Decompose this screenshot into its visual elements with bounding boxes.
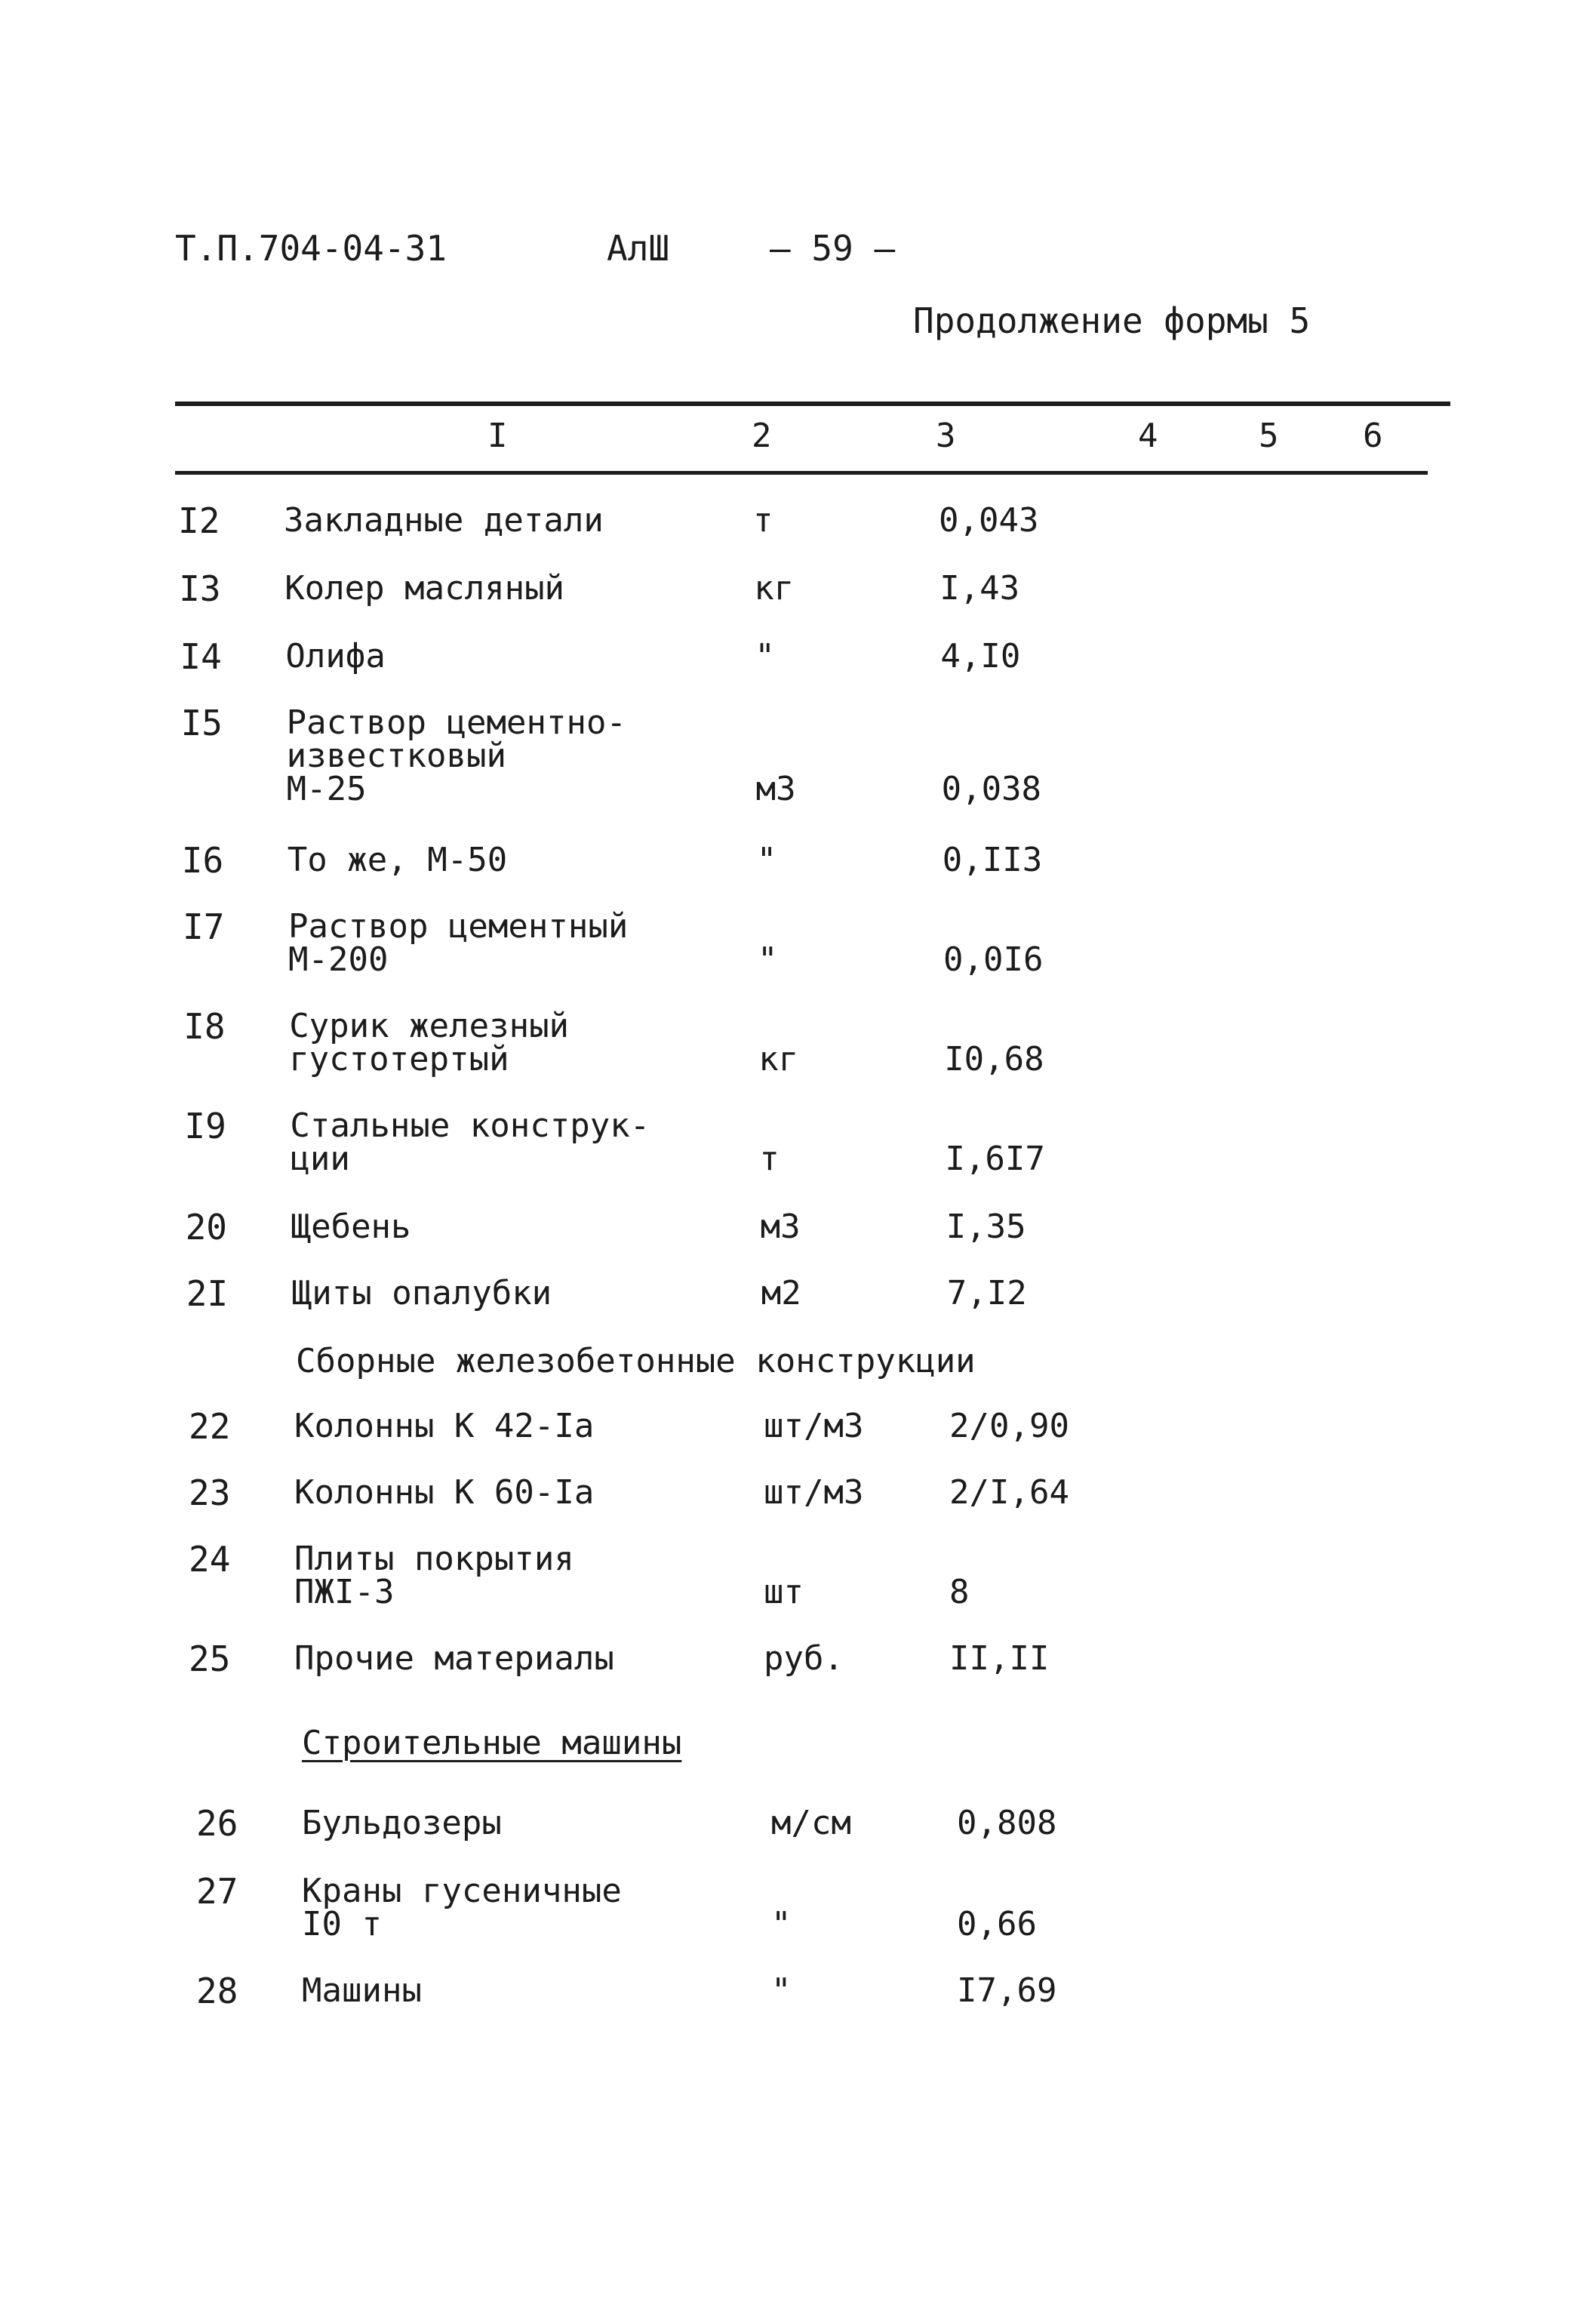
row-quantity: 0,038 <box>941 770 1042 808</box>
row-description: Щиты опалубки <box>291 1274 552 1312</box>
row-unit: м3 <box>760 1208 801 1246</box>
row-unit: " <box>771 1971 792 2010</box>
row-unit: шт/м3 <box>764 1407 864 1445</box>
row-unit: м3 <box>755 770 796 808</box>
row-description: Олифа <box>285 637 386 675</box>
row-quantity: 4,I0 <box>940 637 1021 675</box>
row-number: 2I <box>186 1273 229 1314</box>
row-description: Колонны К 60-Iа <box>294 1473 595 1512</box>
row-description: М-25 <box>286 770 367 808</box>
row-unit: руб. <box>764 1639 844 1678</box>
row-number: I3 <box>179 568 221 609</box>
row-description: ции <box>290 1140 350 1178</box>
row-unit: " <box>771 1905 792 1943</box>
column-header-5: 5 <box>1259 417 1279 455</box>
row-number: 24 <box>189 1539 231 1580</box>
row-description: Стальные конструк- <box>290 1106 650 1145</box>
continuation-title: Продолжение формы 5 <box>913 300 1311 341</box>
row-description: Закладные детали <box>284 501 604 540</box>
row-quantity: 0,II3 <box>942 841 1043 879</box>
row-quantity: II,II <box>949 1639 1050 1678</box>
row-unit: шт/м3 <box>764 1473 864 1512</box>
album-number: АлШ <box>607 228 670 269</box>
row-unit: " <box>755 637 775 675</box>
row-quantity: I,35 <box>946 1208 1026 1246</box>
row-description: Колер масляный <box>284 569 565 608</box>
page-number: — 59 — <box>770 228 896 269</box>
column-header-6: 6 <box>1363 417 1383 455</box>
row-description: Колонны К 42-Iа <box>294 1407 595 1445</box>
row-description: Сурик железный <box>289 1007 570 1045</box>
row-quantity: 7,I2 <box>946 1274 1027 1312</box>
row-description: М-200 <box>288 940 389 979</box>
row-description: Раствор цементный <box>288 907 629 946</box>
row-unit: шт <box>764 1573 804 1611</box>
row-description: ПЖI-3 <box>294 1573 395 1611</box>
row-quantity: 0,66 <box>957 1905 1037 1943</box>
row-number: I9 <box>184 1106 226 1146</box>
row-quantity: 2/I,64 <box>949 1473 1069 1512</box>
row-unit: т <box>759 1140 780 1178</box>
row-unit: м2 <box>761 1274 801 1312</box>
row-number: I6 <box>181 840 224 881</box>
row-quantity: 2/0,90 <box>949 1407 1069 1445</box>
row-quantity: 0,0I6 <box>943 940 1044 979</box>
row-description: Машины <box>302 1971 422 2010</box>
row-quantity: I0,68 <box>944 1040 1044 1078</box>
row-description: известковый <box>286 737 506 775</box>
row-number: I7 <box>183 906 225 947</box>
row-unit: т <box>753 501 773 540</box>
row-number: 25 <box>189 1639 231 1679</box>
row-unit: кг <box>758 1040 799 1078</box>
document-code: Т.П.704-04-31 <box>175 228 447 269</box>
row-description: Прочие материалы <box>294 1639 614 1678</box>
column-header-4: 4 <box>1138 417 1158 455</box>
column-header-1: I <box>487 417 508 455</box>
row-number: I4 <box>180 636 222 677</box>
row-number: 23 <box>189 1472 231 1513</box>
row-quantity: 0,808 <box>957 1804 1057 1842</box>
row-quantity: I,43 <box>939 569 1020 608</box>
section-title-precast: Сборные железобетонные конструкции <box>296 1342 976 1380</box>
row-unit: " <box>758 940 778 979</box>
row-description: Краны гусеничные <box>302 1872 622 1910</box>
table-header-rule <box>175 471 1428 475</box>
row-number: I8 <box>183 1006 226 1047</box>
row-number: 28 <box>196 1971 238 2011</box>
section-title-machines: Строительные машины <box>302 1724 682 1762</box>
row-description: Щебень <box>291 1208 411 1246</box>
row-number: 27 <box>196 1871 238 1912</box>
row-number: I5 <box>180 703 223 743</box>
row-number: I2 <box>178 500 220 541</box>
row-unit: " <box>756 841 777 879</box>
column-header-3: 3 <box>936 417 956 455</box>
row-description: Плиты покрытия <box>294 1540 574 1578</box>
row-quantity: 0,043 <box>939 501 1039 540</box>
row-unit: м/см <box>771 1804 851 1842</box>
row-unit: кг <box>754 569 795 608</box>
row-quantity: I7,69 <box>957 1971 1057 2010</box>
row-quantity: I,6I7 <box>945 1140 1045 1178</box>
row-description: густотертый <box>289 1040 509 1078</box>
row-number: 20 <box>185 1207 227 1248</box>
column-header-2: 2 <box>752 417 772 455</box>
row-number: 26 <box>196 1803 238 1844</box>
row-description: То же, М-50 <box>287 841 508 879</box>
row-number: 22 <box>189 1406 231 1447</box>
table-top-rule <box>175 402 1450 406</box>
row-description: Бульдозеры <box>302 1804 502 1842</box>
row-quantity: 8 <box>949 1573 970 1611</box>
row-description: I0 т <box>302 1905 382 1943</box>
row-description: Раствор цементно- <box>286 703 626 742</box>
